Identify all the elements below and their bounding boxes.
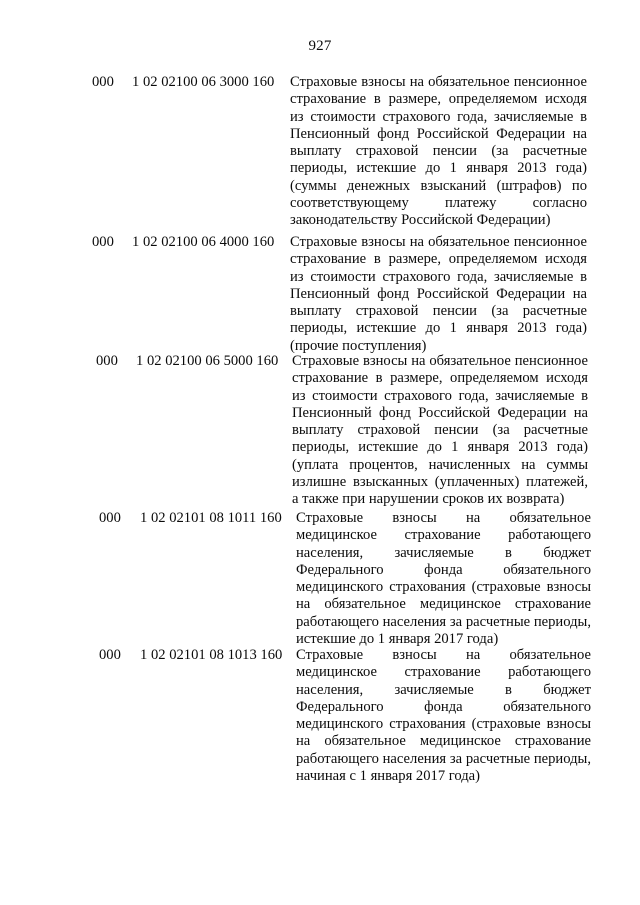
- admin-code: 000: [92, 234, 114, 250]
- income-description: Страховые взносы на обязательное пенсионное страхование в размере, определяемом исходя из стоимости страхового года, зачисляемые в Пенсионный фонд Российской Федерации на выплату страховой пенсии (за расчетные периоды, истекшие до 1 января 2013 года) (суммы денежных взысканий (штрафов) по соответствующему платежу согласно законодательству Российской Федерации): [290, 74, 587, 229]
- budget-classification-code: 1 02 02100 06 4000 160: [132, 234, 275, 250]
- admin-code: 000: [92, 74, 114, 90]
- income-description: Страховые взносы на обязательное пенсионное страхование в размере, определяемом исходя из стоимости страхового года, зачисляемые в Пенсионный фонд Российской Федерации на выплату страховой пенсии (за расчетные периоды, истекшие до 1 января 2013 года) (уплата процентов, начисленных на суммы излишне взысканных (уплаченных) платежей, а также при нарушении сроков их возврата): [292, 353, 588, 508]
- income-description: Страховые взносы на обязательное пенсионное страхование в размере, определяемом исходя из стоимости страхового года, зачисляемые в Пенсионный фонд Российской Федерации на выплату страховой пенсии (за расчетные периоды, истекшие до 1 января 2013 года) (прочие поступления): [290, 234, 587, 354]
- budget-classification-code: 1 02 02100 06 5000 160: [136, 353, 279, 369]
- admin-code: 000: [99, 647, 121, 663]
- income-description: Страховые взносы на обязательное медицинское страхование работающего населения, зачисляемые в бюджет Федерального фонда обязательного медицинского страхования (страховые взносы на обязательное медицинское страхование работающего населения за расчетные периоды, начиная с 1 января 2017 года): [296, 647, 591, 785]
- budget-classification-code: 1 02 02100 06 3000 160: [132, 74, 275, 90]
- page-number: 927: [308, 38, 332, 54]
- admin-code: 000: [99, 510, 121, 526]
- income-description: Страховые взносы на обязательное медицинское страхование работающего населения, зачисляемые в бюджет Федерального фонда обязательного медицинского страхования (страховые взносы на обязательное медицинское страхование работающего населения за расчетные периоды, истекшие до 1 января 2017 года): [296, 510, 591, 648]
- admin-code: 000: [96, 353, 118, 369]
- budget-classification-code: 1 02 02101 08 1011 160: [140, 510, 282, 526]
- budget-classification-code: 1 02 02101 08 1013 160: [140, 647, 283, 663]
